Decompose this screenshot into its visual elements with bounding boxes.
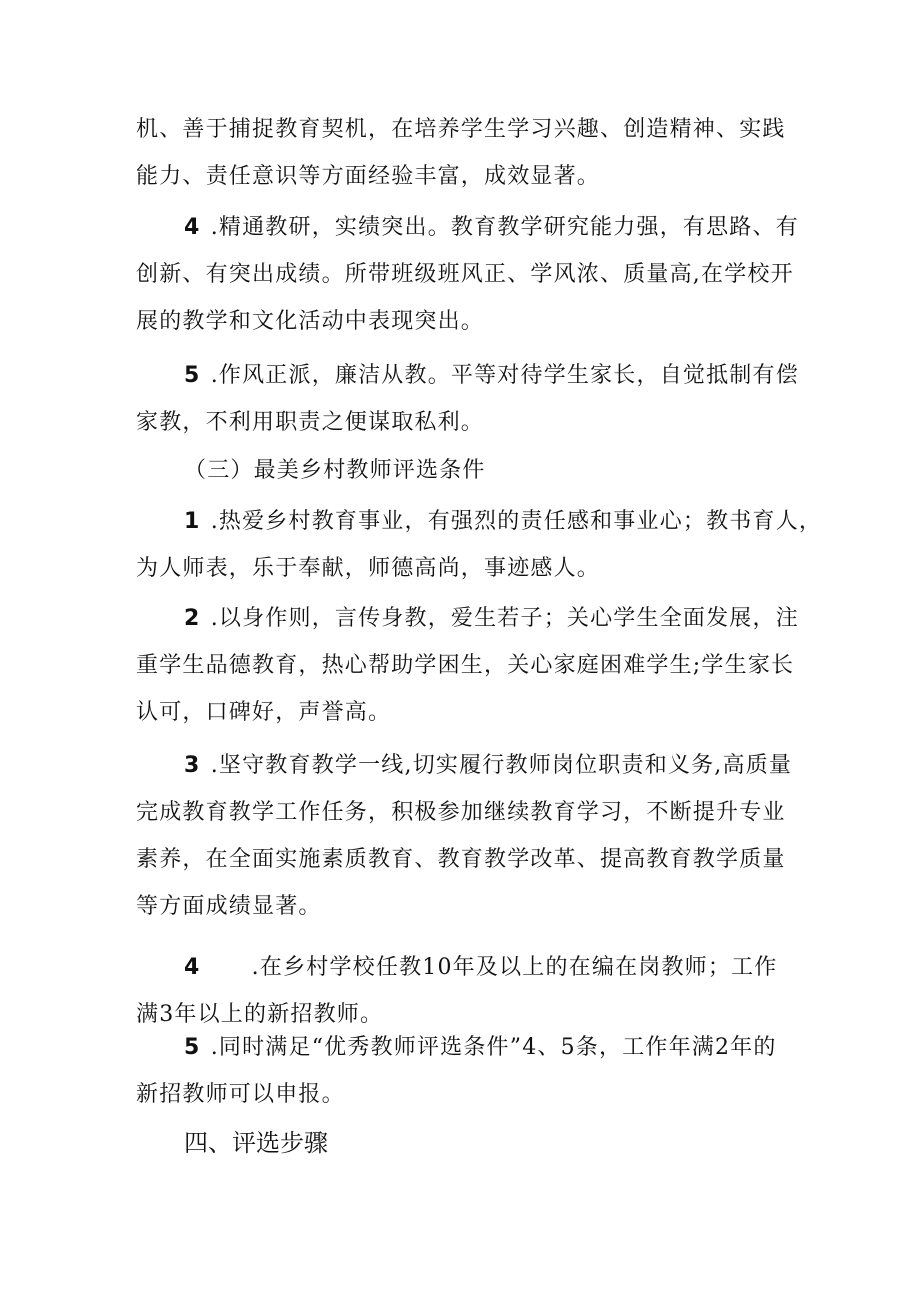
text-line bbox=[136, 1024, 796, 1071]
section-heading: 四、评选步骤 bbox=[184, 1129, 328, 1157]
item-number: 2 bbox=[184, 606, 201, 631]
item-number: 1 bbox=[184, 509, 201, 534]
item-number: 4 bbox=[184, 955, 201, 980]
text-line: 创新、有突出成绩。所带班级班风正、学风浓、质量高,在学校开 bbox=[136, 262, 794, 287]
text-line: 能力、责任意识等方面经验丰富，成效显著。 bbox=[136, 164, 601, 189]
text-line bbox=[136, 204, 799, 251]
text-line-content: .同时满足“优秀教师评选条件”4、5条，工作年满2年的 bbox=[202, 1035, 777, 1060]
criteria-item-1 bbox=[136, 498, 823, 592]
item-number: 5 bbox=[184, 363, 201, 388]
item-number: 4 bbox=[184, 215, 201, 240]
continuation-paragraph bbox=[136, 106, 796, 200]
criteria-item-2 bbox=[136, 595, 799, 736]
text-line: 满3年以上的新招教师。 bbox=[136, 1002, 384, 1027]
text-line-content: .在乡村学校任教10年及以上的在编在岗教师；工作 bbox=[202, 955, 778, 980]
text-line: 完成教育教学工作任务，积极参加继续教育学习，不断提升专业 bbox=[136, 800, 786, 825]
text-line: 新招教师可以申报。 bbox=[136, 1082, 345, 1107]
text-line: 展的教学和文化活动中表现突出。 bbox=[136, 309, 485, 334]
item-number: 3 bbox=[184, 753, 201, 778]
criteria-item-5 bbox=[136, 1024, 796, 1118]
text-line: 机、善于捕捉教育契机，在培养学生学习兴趣、创造精神、实践 bbox=[136, 117, 786, 142]
subsection-heading: （三）最美乡村教师评选条件 bbox=[184, 458, 486, 483]
criteria-item-3 bbox=[136, 742, 796, 930]
text-line-content: .以身作则，言传身教，爱生若子；关心学生全面发展，注 bbox=[202, 606, 799, 631]
text-line: 为人师表，乐于奉献，师德高尚，事迹感人。 bbox=[136, 556, 601, 581]
text-line: 家教，不利用职责之便谋取私利。 bbox=[136, 410, 485, 435]
text-line-content: .热爱乡村教育事业，有强烈的责任感和事业心；教书育人， bbox=[202, 509, 823, 534]
text-line bbox=[136, 595, 799, 642]
paragraph-item-5 bbox=[136, 352, 799, 446]
text-line: 认可，口碑好，声誉高。 bbox=[136, 700, 392, 725]
text-line-content: .精通教研，实绩突出。教育教学研究能力强，有思路、有 bbox=[202, 215, 799, 240]
text-line: 重学生品德教育，热心帮助学困生，关心家庭困难学生;学生家长 bbox=[136, 653, 795, 678]
text-line: 素养，在全面实施素质教育、教育教学改革、提高教育教学质量 bbox=[136, 847, 786, 872]
item-number: 5 bbox=[184, 1035, 201, 1060]
text-line bbox=[136, 742, 796, 789]
text-line bbox=[136, 498, 823, 545]
paragraph-item-4 bbox=[136, 204, 799, 345]
text-line bbox=[136, 352, 799, 399]
text-line-content: .作风正派，廉洁从教。平等对待学生家长，自觉抵制有偿 bbox=[202, 363, 799, 388]
text-line bbox=[136, 944, 796, 991]
text-line: 等方面成绩显著。 bbox=[136, 894, 322, 919]
text-line-content: .坚守教育教学一线,切实履行教师岗位职责和义务,高质量 bbox=[202, 753, 793, 778]
